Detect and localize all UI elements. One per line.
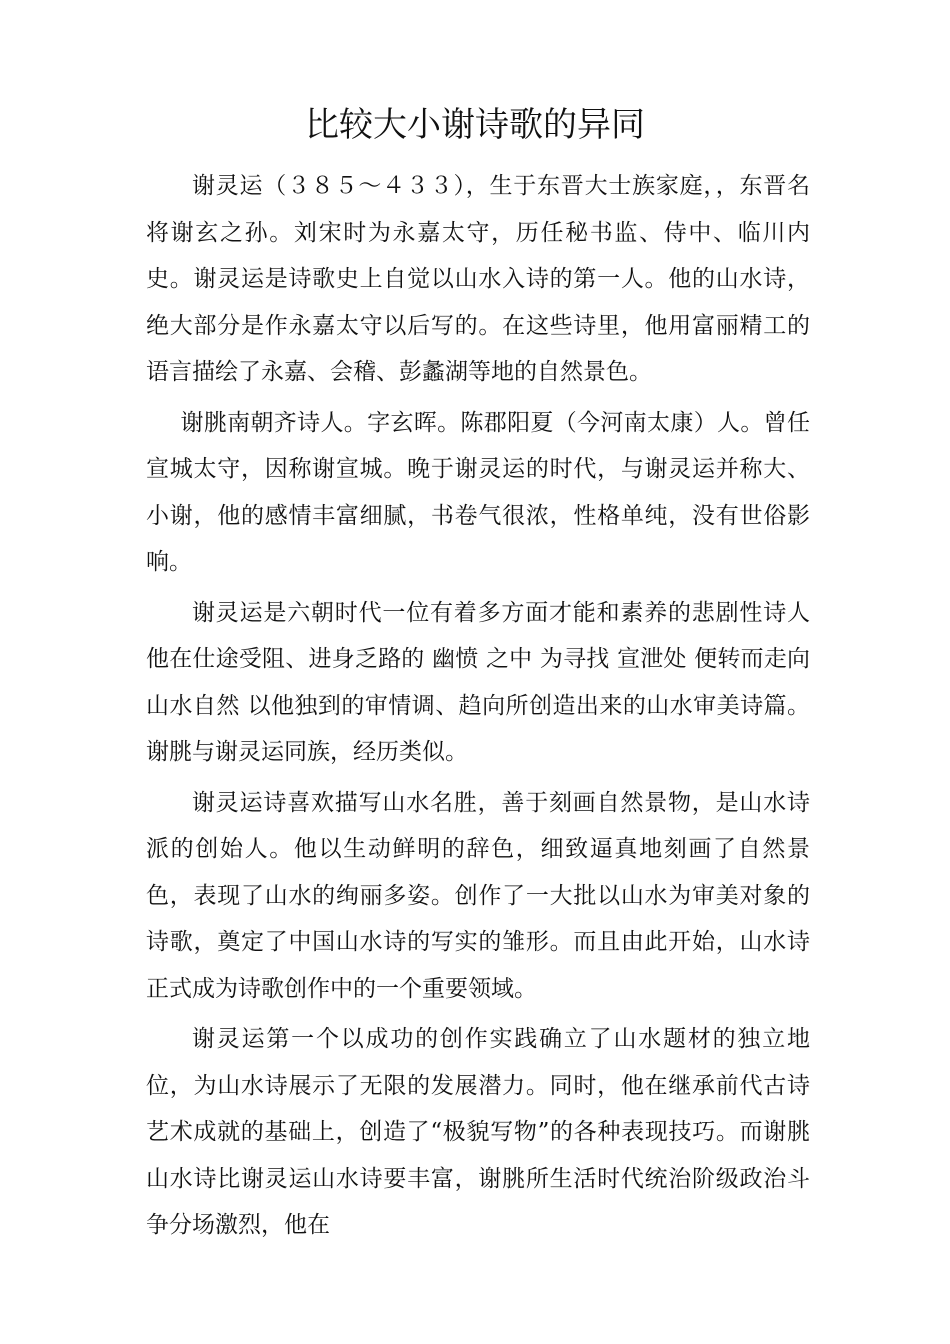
paragraph-tragic-poet: 谢灵运是六朝时代一位有着多方面才能和素养的悲剧性诗人 他在仕途受阻、进身乏路的 幽愤 之中 为寻找 宣泄处 便转而走向山水自然 以他独到的审情调、趋向所创造出来的山水审美诗篇。谢朓与谢灵运同族，经历类似。 <box>146 599 810 765</box>
paragraph-landscape-founder: 谢灵运诗喜欢描写山水名胜，善于刻画自然景物，是山水诗派的创始人。他以生动鲜明的辞色，细致逼真地刻画了自然景色，表现了山水的绚丽多姿。创作了一大批以山水为审美对象的诗歌，奠定了中国山水诗的写实的雏形。而且由此开始，山水诗正式成为诗歌创作中的一个重要领域。 <box>146 789 810 1002</box>
paragraph-independent-status: 谢灵运第一个以成功的创作实践确立了山水题材的独立地位，为山水诗展示了无限的发展潜力。同时，他在继承前代古诗艺术成就的基础上，创造了“极貌写物”的各种表现技巧。而谢朓山水诗比谢灵运山水诗要丰富，谢朓所生活时代统治阶级政治斗争分场激烈，他在 <box>146 1026 810 1238</box>
paragraph-xie-lingyun-bio: 谢灵运（３８５～４３３），生于东晋大士族家庭，，东晋名将谢玄之孙。刘宋时为永嘉太守，历任秘书监、侍中、临川内史。谢灵运是诗歌史上自觉以山水入诗的第一人。他的山水诗，绝大部分是作永嘉太守以后写的。在这些诗里，他用富丽精工的语言描绘了永嘉、会稽、彭蠡湖等地的自然景色。 <box>146 173 810 385</box>
paragraph-xie-tiao-bio: 谢朓南朝齐诗人。字玄晖。陈郡阳夏（今河南太康）人。曾任宣城太守，因称谢宣城。晚于谢灵运的时代，与谢灵运并称大、小谢，他的感情丰富细腻，书卷气很浓，性格单纯，没有世俗影响。 <box>146 409 810 575</box>
document-body <box>146 163 810 1253</box>
document-title: 比较大小谢诗歌的异同 <box>305 105 645 145</box>
